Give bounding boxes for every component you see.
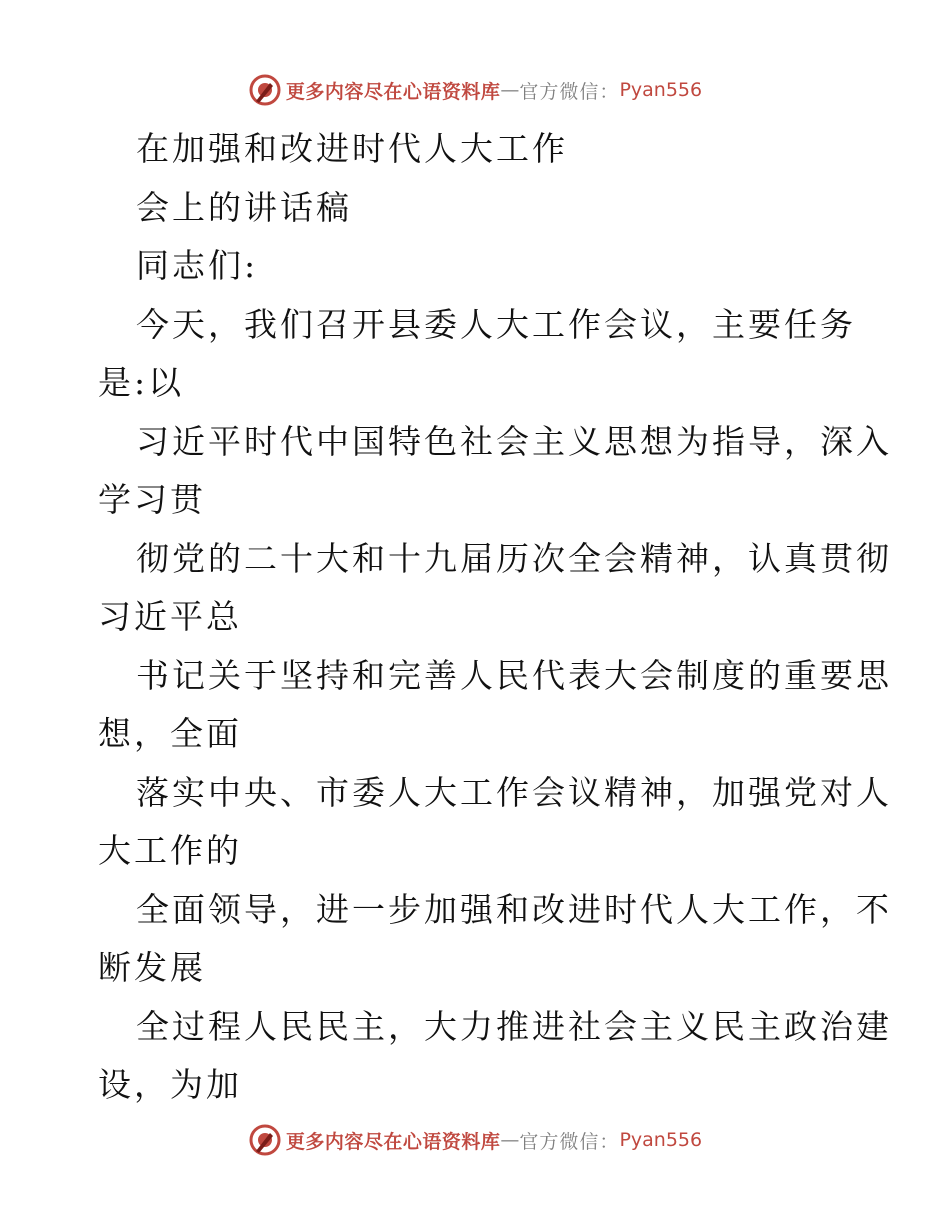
document-line: 大工作的 xyxy=(98,831,242,870)
header-brand-text: 更多内容尽在心语资料库 xyxy=(285,80,501,103)
pen-swirl-logo-icon xyxy=(248,1123,282,1157)
document-line: 学习贯 xyxy=(98,480,206,519)
header-wechat-label: 官方微信： xyxy=(519,80,620,103)
header-account: Pyan556 xyxy=(619,79,703,101)
footer-brand-text: 更多内容尽在心语资料库 xyxy=(285,1130,501,1153)
pen-swirl-logo-icon xyxy=(248,73,282,107)
footer-wechat-label: 官方微信： xyxy=(519,1130,620,1153)
document-line: 想，全面 xyxy=(98,714,242,753)
document-line: 断发展 xyxy=(98,948,206,987)
document-line: 习近平总 xyxy=(98,597,242,636)
document-line: 在加强和改进时代人大工作 xyxy=(136,129,568,168)
footer-banner xyxy=(0,1120,950,1160)
document-line: 全面领导，进一步加强和改进时代人大工作，不 xyxy=(136,889,892,929)
header-banner xyxy=(0,70,950,110)
footer-dash: — xyxy=(500,1129,520,1151)
document-line: 彻党的二十大和十九届历次全会精神，认真贯彻 xyxy=(136,538,892,578)
document-line: 习近平时代中国特色社会主义思想为指导，深入 xyxy=(136,421,892,461)
document-line: 落实中央、市委人大工作会议精神，加强党对人 xyxy=(136,772,892,812)
document-line: 同志们: xyxy=(136,246,259,285)
header-dash: — xyxy=(500,79,520,101)
document-line: 今天，我们召开县委人大工作会议，主要任务 xyxy=(136,304,856,344)
footer-account: Pyan556 xyxy=(619,1129,703,1151)
document-line: 会上的讲话稿 xyxy=(136,187,352,227)
document-body xyxy=(98,120,892,1115)
document-line: 设，为加 xyxy=(98,1065,242,1104)
document-line: 书记关于坚持和完善人民代表大会制度的重要思 xyxy=(136,655,892,695)
document-line: 是:以 xyxy=(98,363,185,402)
document-line: 全过程人民民主，大力推进社会主义民主政治建 xyxy=(136,1006,892,1046)
